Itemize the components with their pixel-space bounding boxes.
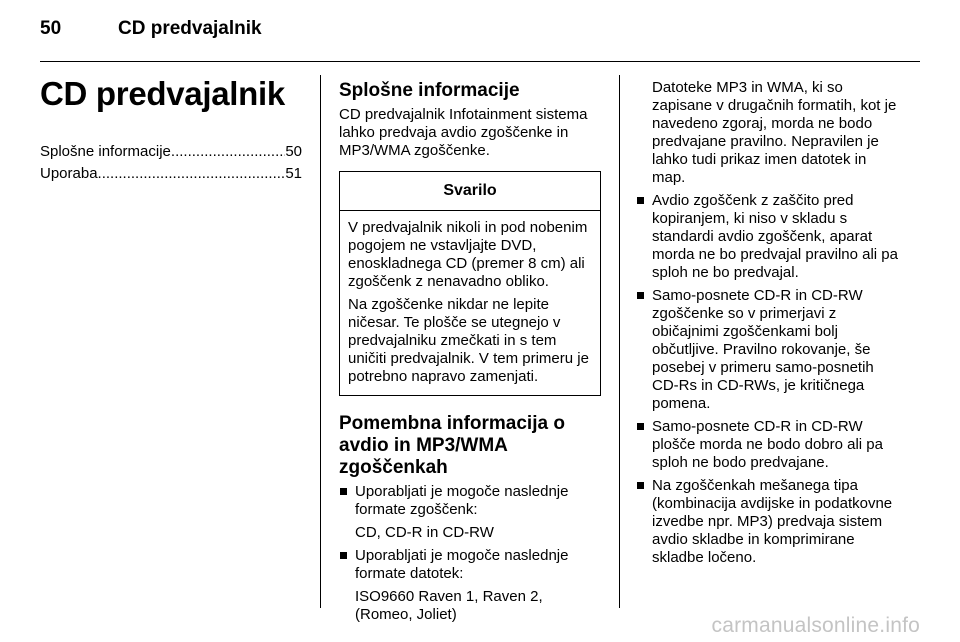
chapter-sidebar: [40, 75, 302, 185]
list-item: Avdio zgoščenk z zaščito pred kopiranjem, ki niso v skladu s standardi avdio zgoščenk, aparat morda ne bo predvajal pravilno ali pa sploh ne bo predvajal.: [636, 192, 902, 282]
warning-title: Svarilo: [340, 172, 600, 211]
intro-paragraph: CD predvajalnik Infotainment sistema lahko predvaja avdio zgoščenke in MP3/WMA zgoščenke.: [339, 106, 588, 159]
list-item-detail: ISO9660 Raven 1, Raven 2, (Romeo, Joliet): [355, 588, 543, 623]
list-item: Na zgoščenkah mešanega tipa (kombinacija avdijske in podatkovne izvedbe npr. MP3) predvaja sistem avdio skladbe in komprimirane skladbe ločeno.: [636, 477, 902, 567]
warning-paragraph: V predvajalnik nikoli in pod nobenim pogojem ne vstavljajte DVD, enoskladnega CD (premer 8 cm) ali zgoščenk z nenavadno obliko.: [348, 219, 588, 290]
toc-entry-page: 50: [285, 143, 302, 160]
section-heading: Pomembna informacija o avdio in MP3/WMA zgoščenkah: [339, 413, 565, 478]
page-header: [40, 18, 920, 52]
continued-paragraph: Datoteke MP3 in WMA, ki so zapisane v drugačnih formatih, kot je navedeno zgoraj, morda ne bodo predvajane pravilno. Nepravilen je lahko tudi prikaz imen datotek in map.: [652, 79, 897, 186]
column-divider: [619, 75, 620, 608]
warning-paragraph: Na zgoščenke nikdar ne lepite ničesar. Te plošče se utegnejo v predvajalniku zmečkati in s tem uničiti predvajalnik. V tem primeru je potrebno napravo zamenjati.: [348, 296, 589, 385]
section-heading: Splošne informacije: [339, 80, 520, 101]
content-column-middle: [339, 80, 601, 629]
page-number: 50: [40, 18, 62, 39]
format-list: [339, 483, 601, 624]
list-item: Samo-posnete CD-R in CD-RW plošče morda ne bodo dobro ali pa sploh ne bodo predvajane.: [636, 418, 902, 472]
column-divider: [320, 75, 321, 608]
list-item: Samo-posnete CD-R in CD-RW zgoščenke so v primerjavi z običajnimi zgoščenkami bolj občutljive. Pravilno rokovanje, še posebej v primeru samo-posnetih CD-Rs in CD-RWs, je kritičnega pomena.: [636, 287, 902, 413]
list-item-text: Uporabljati je mogoče naslednje formate zgoščenk:: [355, 483, 569, 518]
toc-entry-page: 51: [285, 165, 302, 182]
list-item-text: Uporabljati je mogoče naslednje formate datotek:: [355, 547, 569, 582]
toc-entry[interactable]: [40, 141, 302, 163]
warning-box: [339, 171, 601, 396]
list-item-detail: CD, CD-R in CD-RW: [355, 524, 494, 541]
toc-leader-dots: [98, 163, 286, 185]
toc-entry-label: Splošne informacije: [40, 143, 171, 160]
list-item: [339, 547, 601, 624]
chapter-title: CD predvajalnik: [40, 75, 285, 112]
toc-entry[interactable]: [40, 163, 302, 185]
watermark: carmanualsonline.info: [711, 614, 920, 637]
list-item: [339, 483, 601, 542]
content-column-right: [636, 79, 902, 572]
header-rule: [40, 61, 920, 62]
toc-entry-label: Uporaba: [40, 165, 98, 182]
toc-leader-dots: [171, 141, 285, 163]
running-title: CD predvajalnik: [118, 18, 262, 39]
notes-list: [636, 192, 902, 567]
